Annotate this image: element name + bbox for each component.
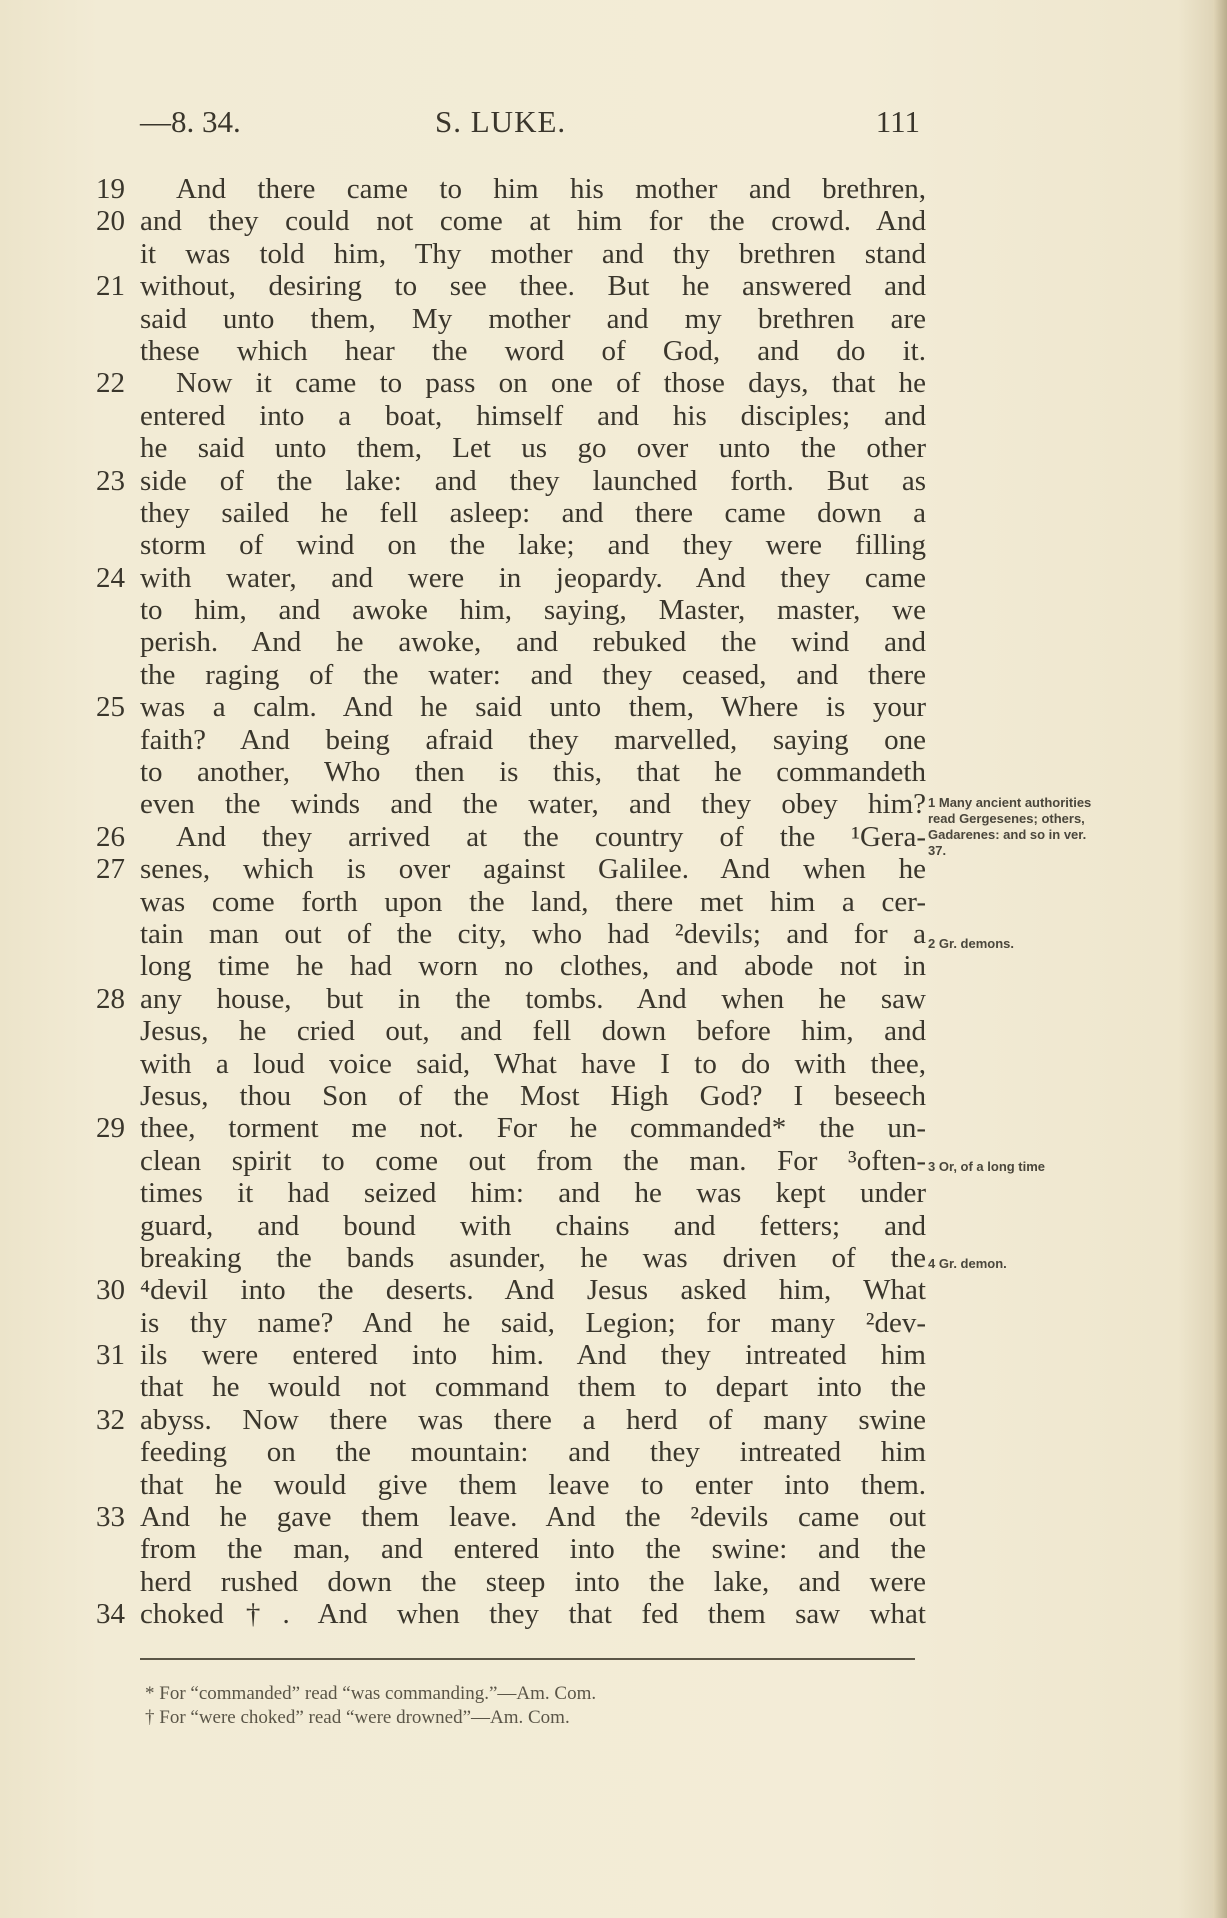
text-line <box>96 1339 926 1371</box>
line-text: clean spirit to come out from the man. For ³often- <box>140 1144 926 1177</box>
text-line <box>96 756 926 788</box>
line-text: guard, and bound with chains and fetters; and <box>140 1209 926 1242</box>
text-line <box>96 497 926 529</box>
text-line <box>96 1048 926 1080</box>
text-line <box>96 691 926 723</box>
text-line <box>96 562 926 594</box>
line-text: Now it came to pass on one of those days, that he <box>176 367 926 400</box>
verse-number: 26 <box>96 820 125 853</box>
line-text: Jesus, thou Son of the Most High God? I beseech <box>140 1079 926 1112</box>
line-text: is thy name? And he said, Legion; for many ²dev- <box>140 1306 926 1339</box>
verse-number: 27 <box>96 853 125 886</box>
text-line <box>96 1145 926 1177</box>
verse-number: 22 <box>96 367 125 400</box>
line-text: herd rushed down the steep into the lake, and were <box>140 1565 926 1598</box>
verse-number: 19 <box>96 173 125 205</box>
line-text: with a loud voice said, What have I to do with thee, <box>140 1047 926 1080</box>
line-text: senes, which is over against Galilee. And when he <box>140 853 926 886</box>
text-line <box>96 626 926 658</box>
text-line <box>96 205 926 237</box>
verse-number: 23 <box>96 464 125 497</box>
line-text: feeding on the mountain: and they intreated him <box>140 1436 926 1469</box>
line-text: choked†. And when they that fed them saw what <box>140 1598 926 1631</box>
line-text: it was told him, Thy mother and thy brethren stand <box>140 237 926 270</box>
margin-note-1: 1 Many ancient authorities read Gergesenes; others, Gadarenes: and so in ver. 37. <box>928 795 1092 858</box>
text-line <box>96 529 926 561</box>
text-line <box>96 918 926 950</box>
text-line <box>96 1371 926 1403</box>
verse-number: 25 <box>96 691 125 724</box>
page-edge <box>1213 0 1227 1918</box>
line-text: from the man, and entered into the swine: and the <box>140 1533 926 1566</box>
line-text: And there came to him his mother and brethren, <box>176 173 926 205</box>
text-line <box>96 594 926 626</box>
line-text: said unto them, My mother and my brethren are <box>140 302 926 335</box>
text-line <box>96 1598 926 1630</box>
text-line <box>96 1469 926 1501</box>
line-text: And he gave them leave. And the ²devils came out <box>140 1501 926 1534</box>
line-text: storm of wind on the lake; and they were filling <box>140 529 926 562</box>
line-text: tain man out of the city, who had ²devils; and for a <box>140 917 926 950</box>
line-text: ils were entered into him. And they intreated him <box>140 1339 926 1372</box>
text-line <box>96 1533 926 1565</box>
footnotes <box>145 1682 905 1730</box>
text-line <box>96 173 926 205</box>
text-line <box>96 1274 926 1306</box>
text-line <box>96 1404 926 1436</box>
line-text: with water, and were in jeopardy. And they came <box>140 561 926 594</box>
line-text: and they could not come at him for the crowd. And <box>140 205 926 238</box>
line-text: abyss. Now there was there a herd of many swine <box>140 1403 926 1436</box>
header-book-title: S. LUKE. <box>435 104 567 139</box>
text-line <box>96 1566 926 1598</box>
text-line <box>96 270 926 302</box>
line-text: the raging of the water: and they ceased, and there <box>140 658 926 691</box>
line-text: long time he had worn no clothes, and abode not in <box>140 950 926 983</box>
line-text: that he would not command them to depart into the <box>140 1371 926 1404</box>
line-text: faith? And being afraid they marvelled, saying one <box>140 723 926 756</box>
margin-note-4: 4 Gr. demon. <box>928 1256 1007 1271</box>
line-text: times it had seized him: and he was kept under <box>140 1177 926 1210</box>
line-text: to another, Who then is this, that he commandeth <box>140 756 926 789</box>
text-line <box>96 335 926 367</box>
footnote-choked: † For “were choked” read “were drowned”—Am. Com. <box>145 1707 570 1728</box>
text-line <box>96 303 926 335</box>
line-text: any house, but in the tombs. And when he saw <box>140 982 926 1015</box>
verse-number: 33 <box>96 1501 125 1534</box>
footnote-rule <box>140 1658 915 1660</box>
text-line <box>96 950 926 982</box>
line-text: without, desiring to see thee. But he answered and <box>140 270 926 303</box>
text-line <box>96 400 926 432</box>
line-text: that he would give them leave to enter into them. <box>140 1468 926 1501</box>
line-text: was a calm. And he said unto them, Where is your <box>140 691 926 724</box>
line-text: Jesus, he cried out, and fell down before him, and <box>140 1015 926 1048</box>
verse-number: 20 <box>96 205 125 238</box>
verse-number: 31 <box>96 1339 125 1372</box>
verse-number: 32 <box>96 1403 125 1436</box>
line-text: perish. And he awoke, and rebuked the wind and <box>140 626 926 659</box>
line-text: even the winds and the water, and they obey him? <box>140 788 926 821</box>
line-text: these which hear the word of God, and do it. <box>140 334 926 367</box>
text-line <box>96 1112 926 1144</box>
text-line <box>96 238 926 270</box>
line-text: to him, and awoke him, saying, Master, master, we <box>140 594 926 627</box>
text-line <box>96 853 926 885</box>
text-line <box>96 1307 926 1339</box>
verse-number: 34 <box>96 1598 125 1631</box>
line-text: ⁴devil into the deserts. And Jesus asked him, What <box>140 1274 926 1307</box>
line-text: side of the lake: and they launched forth. But as <box>140 464 926 497</box>
text-line <box>96 1080 926 1112</box>
line-text: was come forth upon the land, there met him a cer- <box>140 885 926 918</box>
margin-note-2: 2 Gr. demons. <box>928 936 1014 951</box>
text-line <box>96 886 926 918</box>
verse-number: 28 <box>96 982 125 1015</box>
margin-note-3: 3 Or, of a long time <box>928 1159 1046 1174</box>
verse-number: 21 <box>96 270 125 303</box>
scripture-text <box>96 173 926 1631</box>
text-line <box>96 432 926 464</box>
text-line <box>96 1210 926 1242</box>
line-text: And they arrived at the country of the ¹Gera- <box>176 820 926 853</box>
line-text: they sailed he fell asleep: and there came down a <box>140 496 926 529</box>
text-line <box>96 659 926 691</box>
text-line <box>96 821 926 853</box>
line-text: breaking the bands asunder, he was driven of the <box>140 1241 926 1274</box>
text-line <box>96 465 926 497</box>
line-text: thee, torment me not. For he commanded* the un- <box>140 1112 926 1145</box>
text-line <box>96 367 926 399</box>
text-line <box>96 724 926 756</box>
verse-number: 24 <box>96 561 125 594</box>
verse-number: 30 <box>96 1274 125 1307</box>
text-line <box>96 1177 926 1209</box>
text-line <box>96 1436 926 1468</box>
line-text: entered into a boat, himself and his disciples; and <box>140 399 926 432</box>
text-line <box>96 1242 926 1274</box>
header-chapter-range: —8. 34. <box>140 104 241 139</box>
text-line <box>96 788 926 820</box>
verse-number: 29 <box>96 1112 125 1145</box>
text-line <box>96 1501 926 1533</box>
footnote-commanded: * For “commanded” read “was commanding.”—Am. Com. <box>145 1683 597 1704</box>
running-header <box>140 104 920 144</box>
text-line <box>96 983 926 1015</box>
line-text: he said unto them, Let us go over unto the other <box>140 432 926 465</box>
text-line <box>96 1015 926 1047</box>
header-page-number: 111 <box>875 104 920 139</box>
